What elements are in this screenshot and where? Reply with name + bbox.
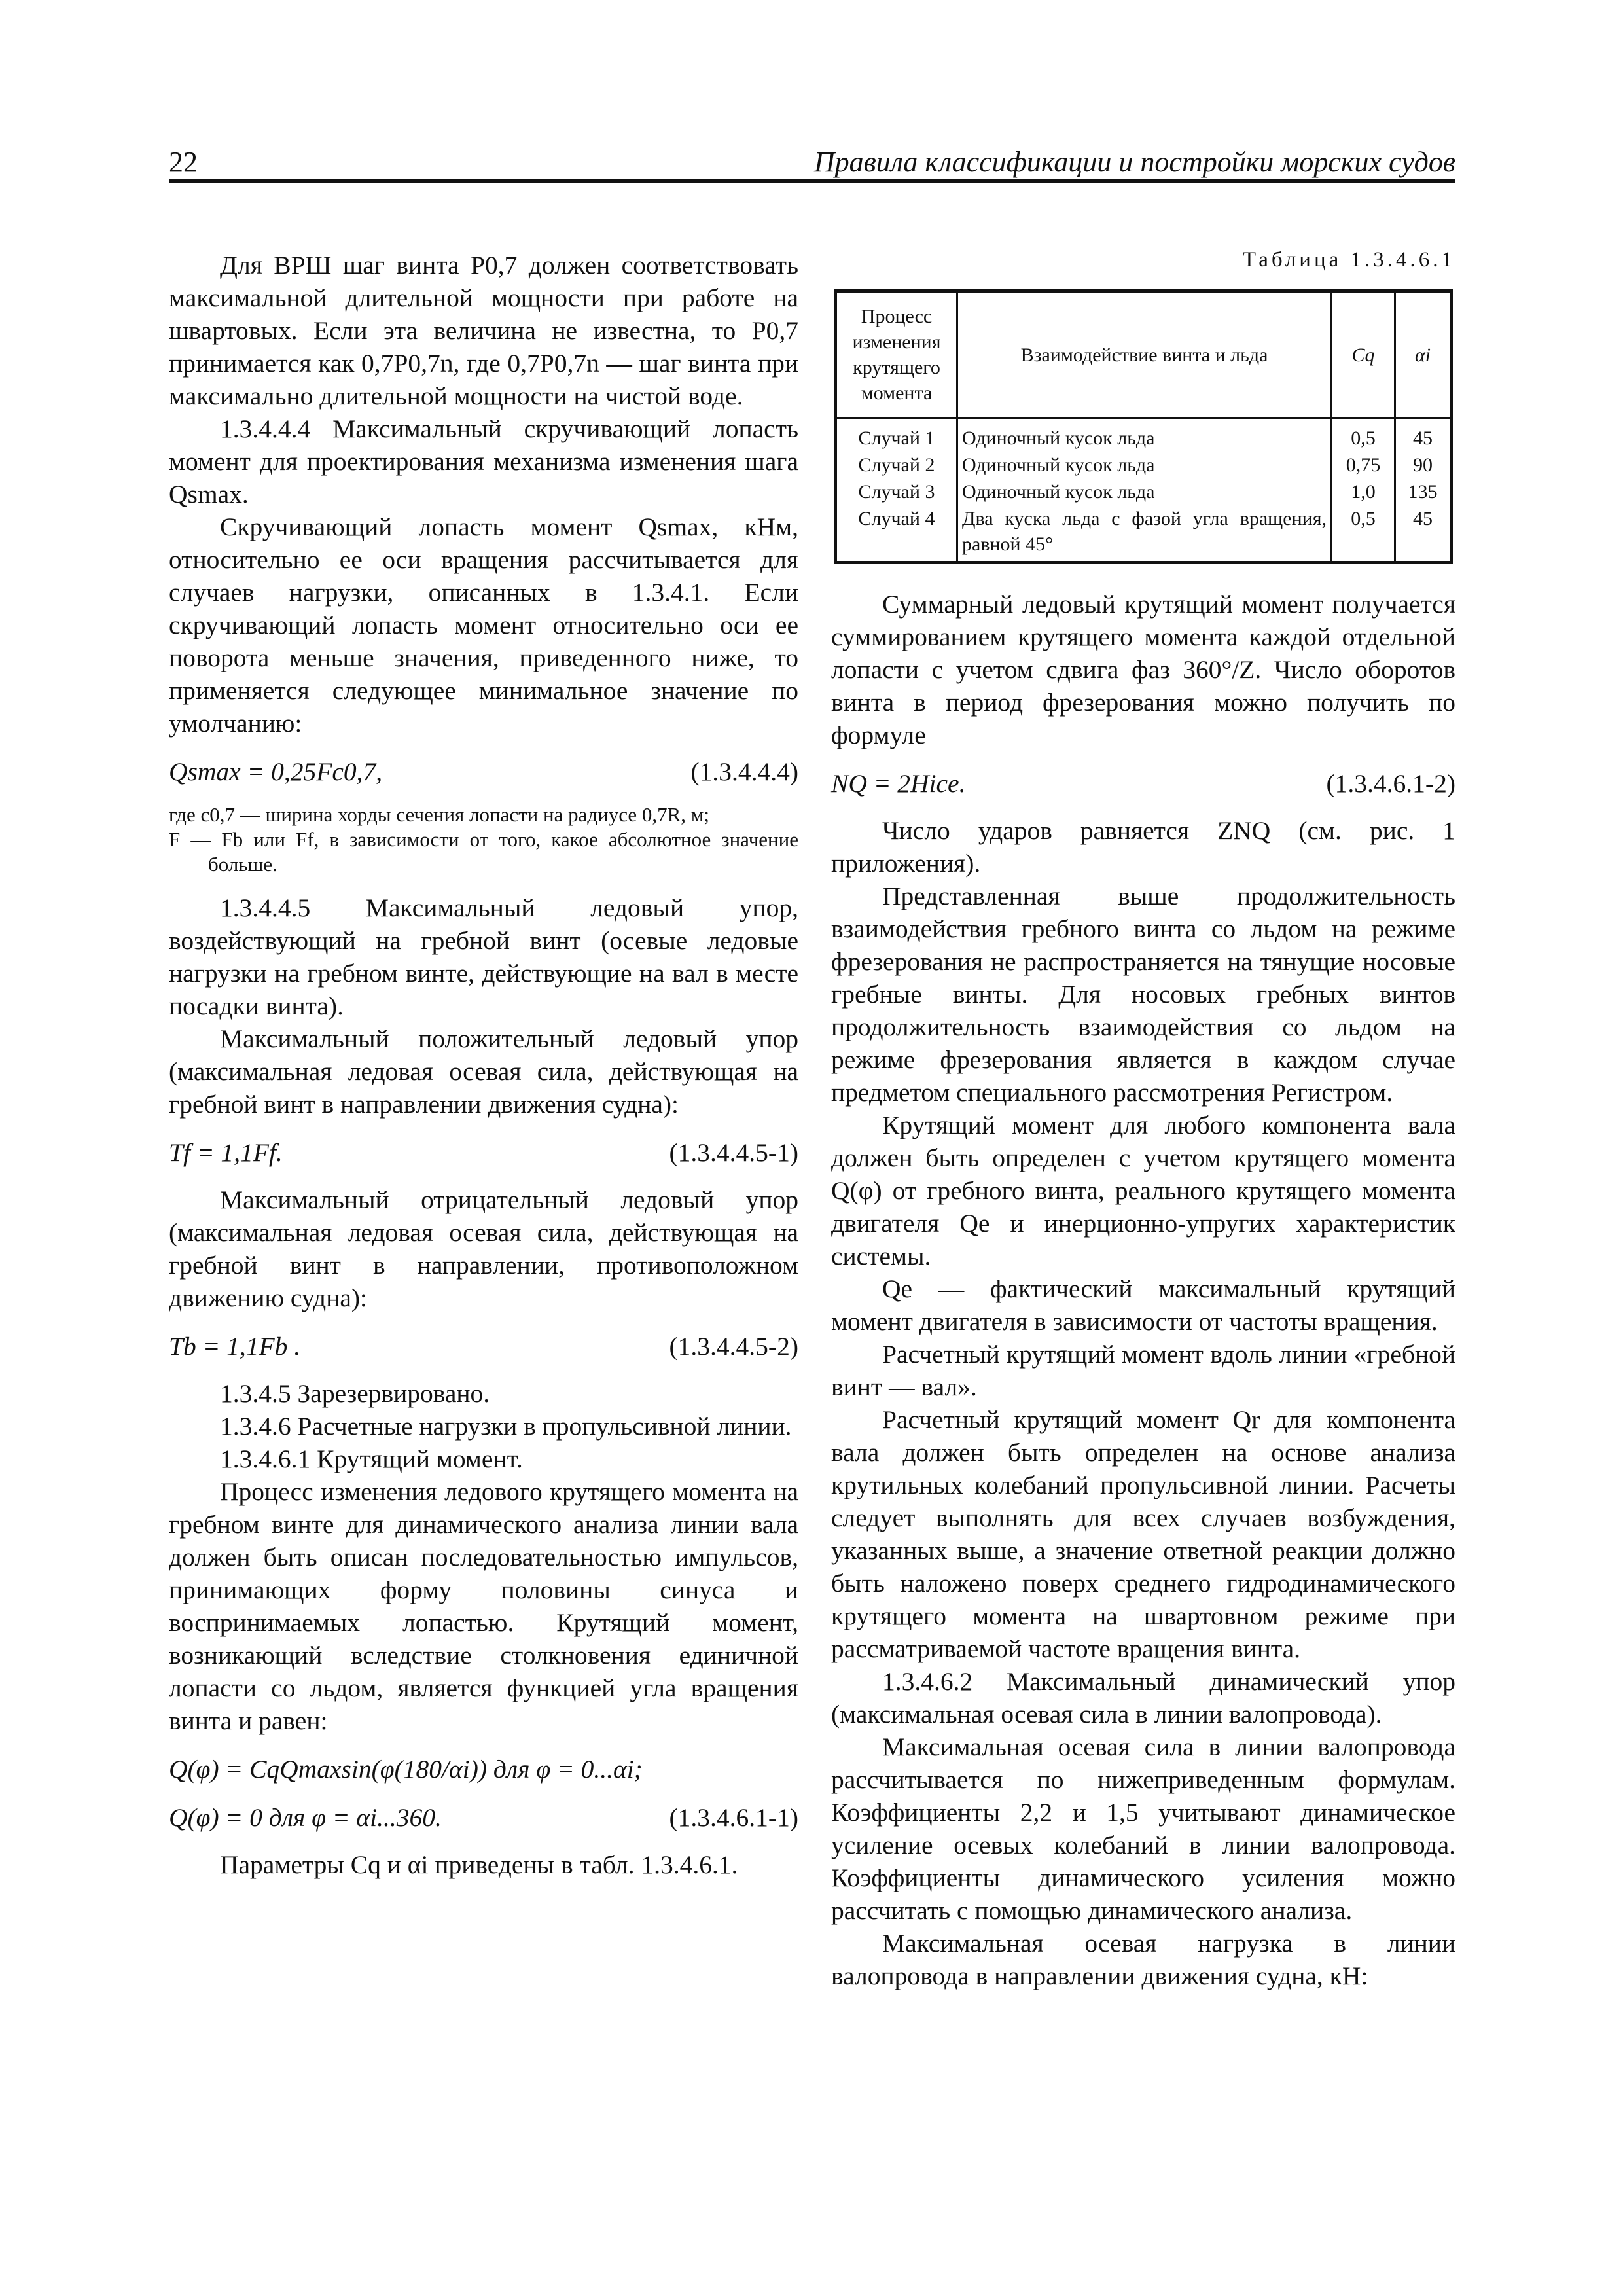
section-heading: 1.3.4.5 Зарезервировано.: [220, 1379, 490, 1408]
running-title: Правила классификации и постройки морских судов: [813, 146, 1455, 178]
section-heading: 1.3.4.6.2 Максимальный динамический упор (максимальная осевая сила в линии валопровода).: [831, 1667, 1455, 1729]
table-row: [836, 451, 1452, 478]
table-cell: Случай 3: [836, 478, 957, 505]
table-header: αi: [1395, 291, 1452, 418]
paragraph: Суммарный ледовый крутящий момент получается суммированием крутящего момента каждой отдельной лопасти с учетом сдвига фаз 360°/Z. Число оборотов винта в период фрезерования можно получить по формуле: [831, 590, 1455, 749]
paragraph: Скручивающий лопасть момент Qsmax, кНм, относительно ее оси вращения рассчитывается для случаев нагрузки, описанных в 1.3.4.1. Если скручивающий лопасть момент относительно оси ее поворота меньше значения, приведенного ниже, то применяется следующее минимальное значение по умолчанию:: [169, 512, 798, 738]
data-table: [834, 289, 1453, 564]
paragraph: Расчетный крутящий момент вдоль линии «гребной винт — вал».: [831, 1340, 1455, 1401]
table-cell: 1,0: [1332, 478, 1395, 505]
table-cell: 45: [1395, 505, 1452, 563]
table-cell: 0,75: [1332, 451, 1395, 478]
footnote: где c0,7 — ширина хорды сечения лопасти на радиусе 0,7R, м;: [169, 803, 710, 826]
table-cell: Одиночный кусок льда: [957, 478, 1332, 505]
paragraph: Максимальная осевая сила в линии валопровода рассчитывается по нижеприведенным формулам. Коэффициенты 2,2 и 1,5 учитывают динамическое усиление осевых колебаний в линии валопровода. Коэффициенты динамического усиления можно рассчитать с помощью динамического анализа.: [831, 1732, 1455, 1925]
table-cell: Случай 2: [836, 451, 957, 478]
equation-number: (1.3.4.6.1-2): [1326, 769, 1455, 798]
section-heading: 1.3.4.6 Расчетные нагрузки в пропульсивной линии.: [220, 1412, 792, 1441]
table-cell: 0,5: [1332, 505, 1395, 563]
paragraph: Qe — фактический максимальный крутящий момент двигателя в зависимости от частоты вращения.: [831, 1274, 1455, 1336]
equation: [169, 1136, 798, 1169]
table-cell: Одиночный кусок льда: [957, 451, 1332, 478]
table-cell: 45: [1395, 418, 1452, 452]
table-row: [836, 478, 1452, 505]
paragraph: Максимальный отрицательный ледовый упор (максимальная ледовая осевая сила, действующая на гребной винт в направлении, противоположном движению судна):: [169, 1185, 798, 1312]
equation: [169, 1801, 798, 1834]
table-caption: Таблица 1.3.4.6.1: [1242, 248, 1455, 272]
equation-number: (1.3.4.4.4): [690, 757, 798, 786]
table-row: [836, 418, 1452, 452]
table-cell: 0,5: [1332, 418, 1395, 452]
paragraph: Крутящий момент для любого компонента вала должен быть определен с учетом крутящего момента Q(φ) от гребного винта, реального крутящего момента двигателя Qe и инерционно-упругих характеристик системы.: [831, 1111, 1455, 1270]
equation-body: Tb = 1,1Fb .: [169, 1332, 301, 1361]
table-header: Процесс изменения крутящего момента: [836, 291, 957, 418]
footnote: F — Fb или Ff, в зависимости от того, какое абсолютное значение больше.: [169, 828, 798, 876]
equation-body: NQ = 2Hice.: [831, 769, 966, 798]
table-cell: Два куска льда с фазой угла вращения, равной 45°: [957, 505, 1332, 563]
paragraph: Максимальная осевая нагрузка в линии валопровода в направлении движения судна, кН:: [831, 1929, 1455, 1990]
paragraph: Максимальный положительный ледовый упор (максимальная ледовая осевая сила, действующая на гребной винт в направлении движения судна):: [169, 1024, 798, 1119]
page-number: 22: [169, 146, 198, 178]
equation: Q(φ) = CqQmaxsin(φ(180/αi)) для φ = 0...αi;: [169, 1755, 643, 1784]
table-header: Cq: [1332, 291, 1395, 418]
equation-body: Tf = 1,1Ff.: [169, 1138, 283, 1167]
equation-body: Qsmax = 0,25Fc0,7,: [169, 757, 383, 786]
equation: [831, 767, 1455, 800]
table-row: [836, 505, 1452, 563]
paragraph: Число ударов равняется ZNQ (см. рис. 1 приложения).: [831, 816, 1455, 878]
equation-body: Q(φ) = 0 для φ = αi...360.: [169, 1803, 442, 1832]
right-column: [831, 249, 1455, 1992]
table-header: Взаимодействие винта и льда: [957, 291, 1332, 418]
equation: [169, 1330, 798, 1363]
section-heading: 1.3.4.6.1 Крутящий момент.: [220, 1444, 523, 1473]
table-cell: Случай 1: [836, 418, 957, 452]
paragraph: Процесс изменения ледового крутящего момента на гребном винте для динамического анализа линии вала должен быть описан последовательностью импульсов, принимающих форму половины синуса и воспринимаемых лопастью. Крутящий момент, возникающий вследствие столкновения единичной лопасти со льдом, является функцией угла вращения винта и равен:: [169, 1477, 798, 1735]
table-cell: Одиночный кусок льда: [957, 418, 1332, 452]
section-heading: 1.3.4.4.5 Максимальный ледовый упор, воздействующий на гребной винт (осевые ледовые нагрузки на гребном винте, действующие на вал в месте посадки винта).: [169, 893, 798, 1020]
table-cell: Случай 4: [836, 505, 957, 563]
table-cell: 90: [1395, 451, 1452, 478]
paragraph: Параметры Cq и αi приведены в табл. 1.3.4.6.1.: [220, 1850, 738, 1879]
equation: [169, 755, 798, 788]
page-header: [169, 143, 1455, 183]
section-heading: 1.3.4.4.4 Максимальный скручивающий лопасть момент для проектирования механизма изменения шага Qsmax.: [169, 414, 798, 509]
left-column: [169, 249, 798, 1881]
table-cell: 135: [1395, 478, 1452, 505]
equation-number: (1.3.4.4.5-1): [669, 1138, 798, 1167]
equation-number: (1.3.4.4.5-2): [669, 1332, 798, 1361]
equation-number: (1.3.4.6.1-1): [669, 1803, 798, 1832]
paragraph: Представленная выше продолжительность взаимодействия гребного винта со льдом на режиме фрезерования не распространяется на тянущие носовые гребные винты. Для носовых гребных винтов продолжительность взаимодействия со льдом на режиме фрезерования является в каждом случае предметом специального рассмотрения Регистром.: [831, 882, 1455, 1107]
paragraph: Расчетный крутящий момент Qr для компонента вала должен быть определен на основе анализа крутильных колебаний пропульсивной линии. Расчеты следует выполнять для всех случаев возбуждения, указанных выше, а значение ответной реакции должно быть наложено поверх среднего гидродинамического крутящего момента на швартовном режиме при рассматриваемой частоте вращения винта.: [831, 1405, 1455, 1663]
paragraph: Для ВРШ шаг винта P0,7 должен соответствовать максимальной длительной мощности при работе на швартовых. Если эта величина не известна, то P0,7 принимается как 0,7P0,7n, где 0,7P0,7n — шаг винта при максимально длительной мощности на чистой воде.: [169, 251, 798, 410]
